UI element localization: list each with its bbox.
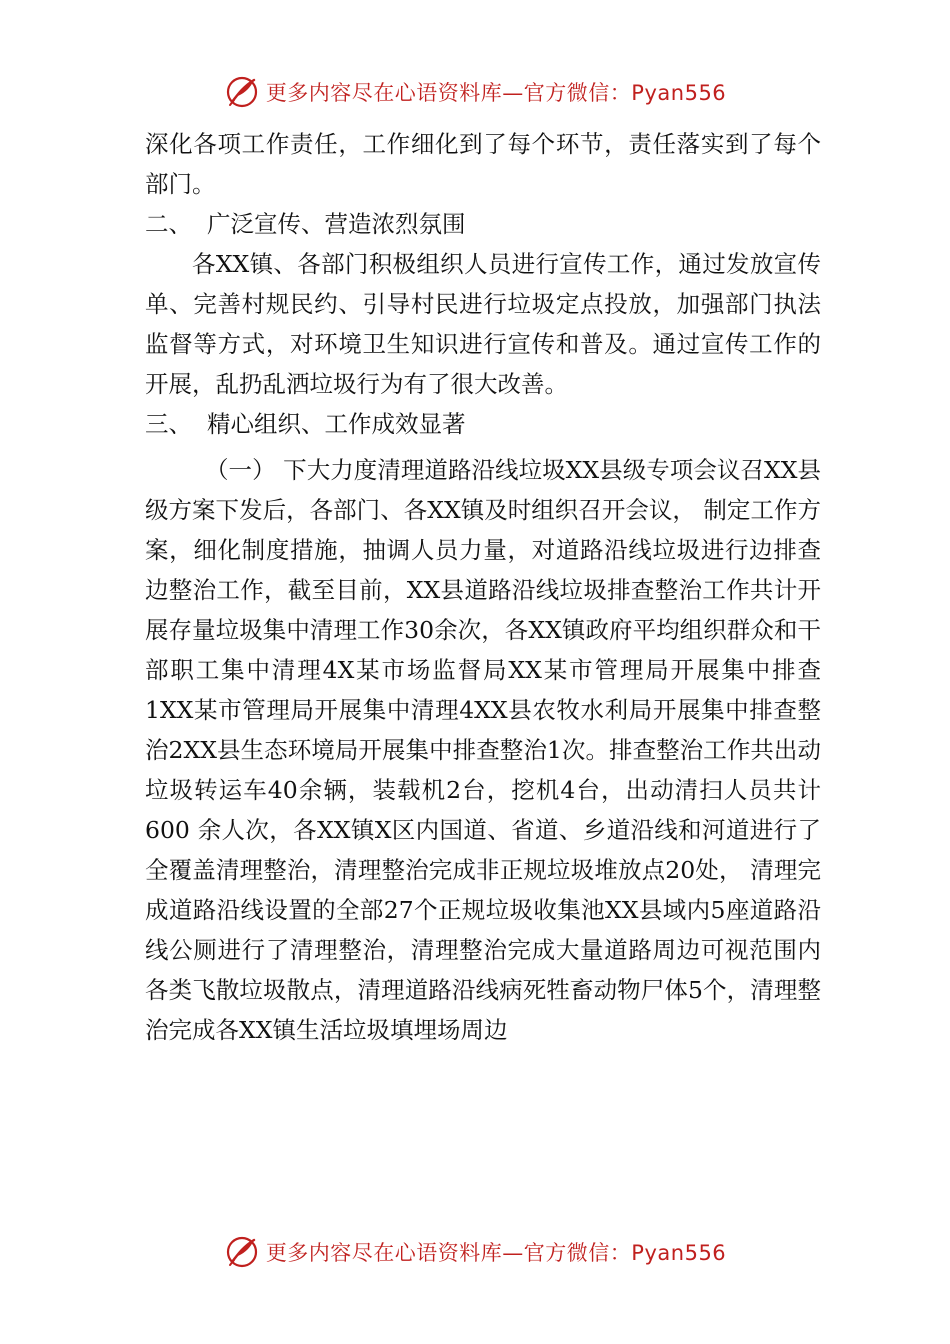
feather-pen-icon	[224, 74, 260, 110]
watermark-header	[0, 72, 950, 112]
watermark-text: 更多内容尽在心语资料库—官方微信：Pyan556	[265, 81, 727, 105]
paragraph-publicity: 各XX镇、各部门积极组织人员进行宣传工作，通过发放宣传单、完善村规民约、引导村民进行垃圾定点投放，加强部门执法监督等方式，对环境卫生知识进行宣传和普及。通过宣传工作的开展，乱扔乱洒垃圾行为有了很大改善。	[145, 250, 821, 398]
watermark-footer	[0, 1232, 950, 1272]
paragraph-cleanup: （一） 下大力度清理道路沿线垃圾XX县级专项会议召XX县级方案下发后，各部门、各XX镇及时组织召开会议， 制定工作方案，细化制度措施，抽调人员力量，对道路沿线垃圾进行边排查边整治工作，截至目前，XX县道路沿线垃圾排查整治工作共计开展存量垃圾集中清理工作30余次，各XX镇政府平均组织群众和干部职工集中清理4X某市场监督局XX某市管理局开展集中排查1XX某市管理局开展集中清理4XX县农牧水利局开展集中排查整治2XX县生态环境局开展集中排查整治1次。排查整治工作共出动垃圾转运车40余辆，装载机2台，挖机4台，出动清扫人员共计600 余人次，各XX镇X区内国道、省道、乡道沿线和河道进行了全覆盖清理整治，清理整治完成非正规垃圾堆放点20处， 清理完成道路沿线设置的全部27个正规垃圾收集池XX县域内5座道路沿线公厕进行了清理整治，清理整治完成大量道路周边可视范围内各类飞散垃圾散点，清理道路沿线病死牲畜动物尸体5个，清理整治完成各XX镇生活垃圾填埋场周边	[145, 456, 821, 1044]
feather-pen-icon	[224, 1234, 260, 1270]
watermark-text: 更多内容尽在心语资料库—官方微信：Pyan556	[265, 1241, 727, 1265]
paragraph-continuation: 深化各项工作责任，工作细化到了每个环节，责任落实到了每个部门。	[145, 130, 821, 198]
document-body	[145, 124, 821, 1050]
section-heading-3: 三、 精心组织、工作成效显著	[145, 410, 466, 438]
section-heading-2: 二、 广泛宣传、营造浓烈氛围	[145, 210, 466, 238]
